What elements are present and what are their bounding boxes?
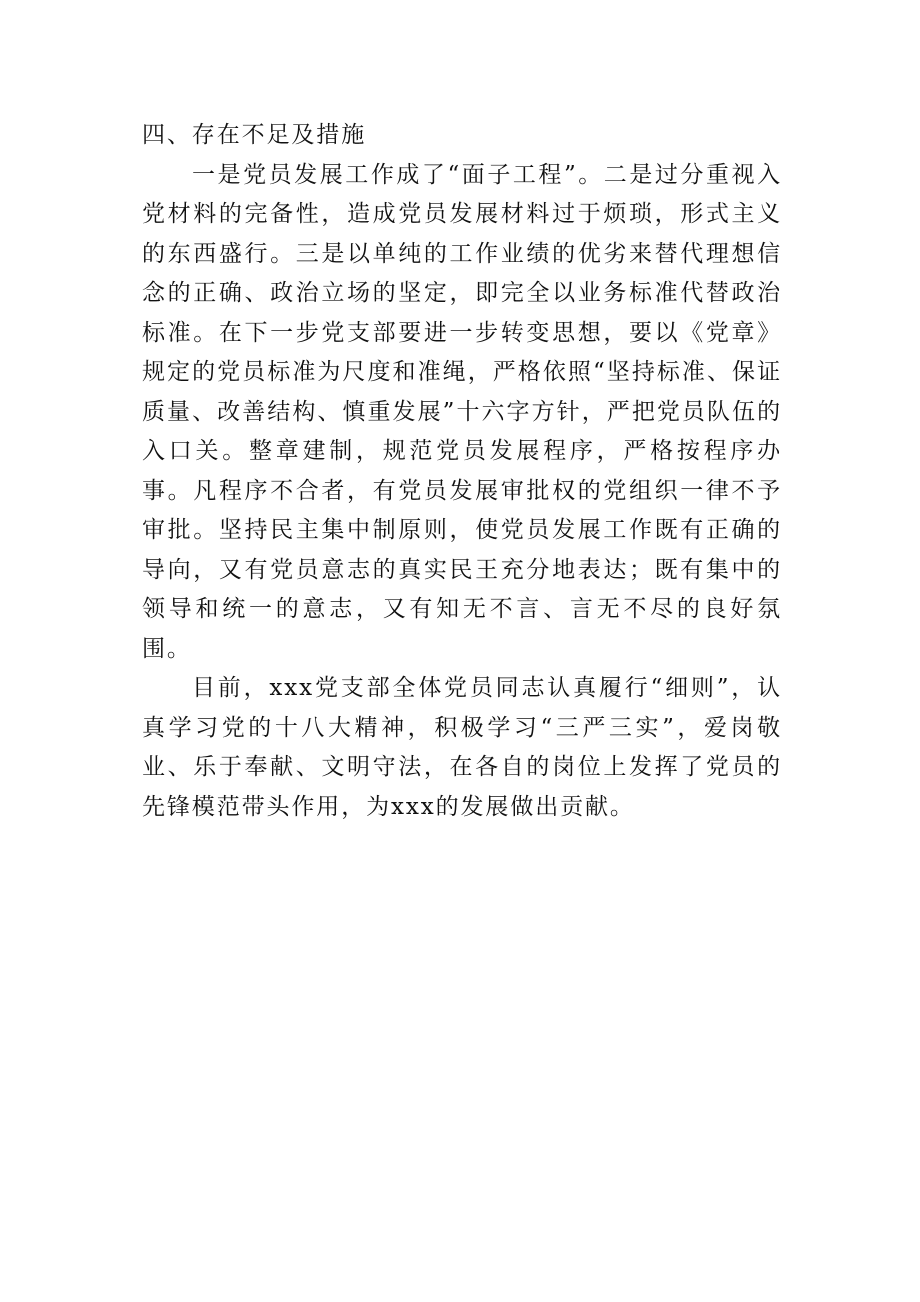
paragraph-shortcomings-measures: 一是党员发展工作成了“面子工程”。二是过分重视入党材料的完备性，造成党员发展材料过于烦琐，形式主义的东西盛行。三是以单纯的工作业绩的优劣来替代理想信念的正确、政治立场的坚定，即完全以业务标准代替政治标准。在下一步党支部要进一步转变思想，要以《党章》规定的党员标准为尺度和准绳，严格依照“坚持标准、保证质量、改善结构、慎重发展”十六字方针，严把党员队伍的入口关。整章建制，规范党员发展程序，严格按程序办事。凡程序不合者，有党员发展审批权的党组织一律不予审批。坚持民主集中制原则，使党员发展工作既有正确的导向，又有党员意志的真实民王充分地表达；既有集中的领导和统一的意志，又有知无不言、言无不尽的良好氛围。 [142, 161, 782, 662]
section-heading: 四、存在不足及措施 [142, 122, 367, 148]
document-body [142, 116, 782, 827]
paragraph-current-status: 目前，xxx党支部全体党员同志认真履行“细则”，认真学习党的十八大精神，积极学习“三严三实”，爱岗敬业、乐于奉献、文明守法，在各自的岗位上发挥了党员的先锋模范带头作用，为xxx的发展做出贡献。 [142, 675, 782, 820]
